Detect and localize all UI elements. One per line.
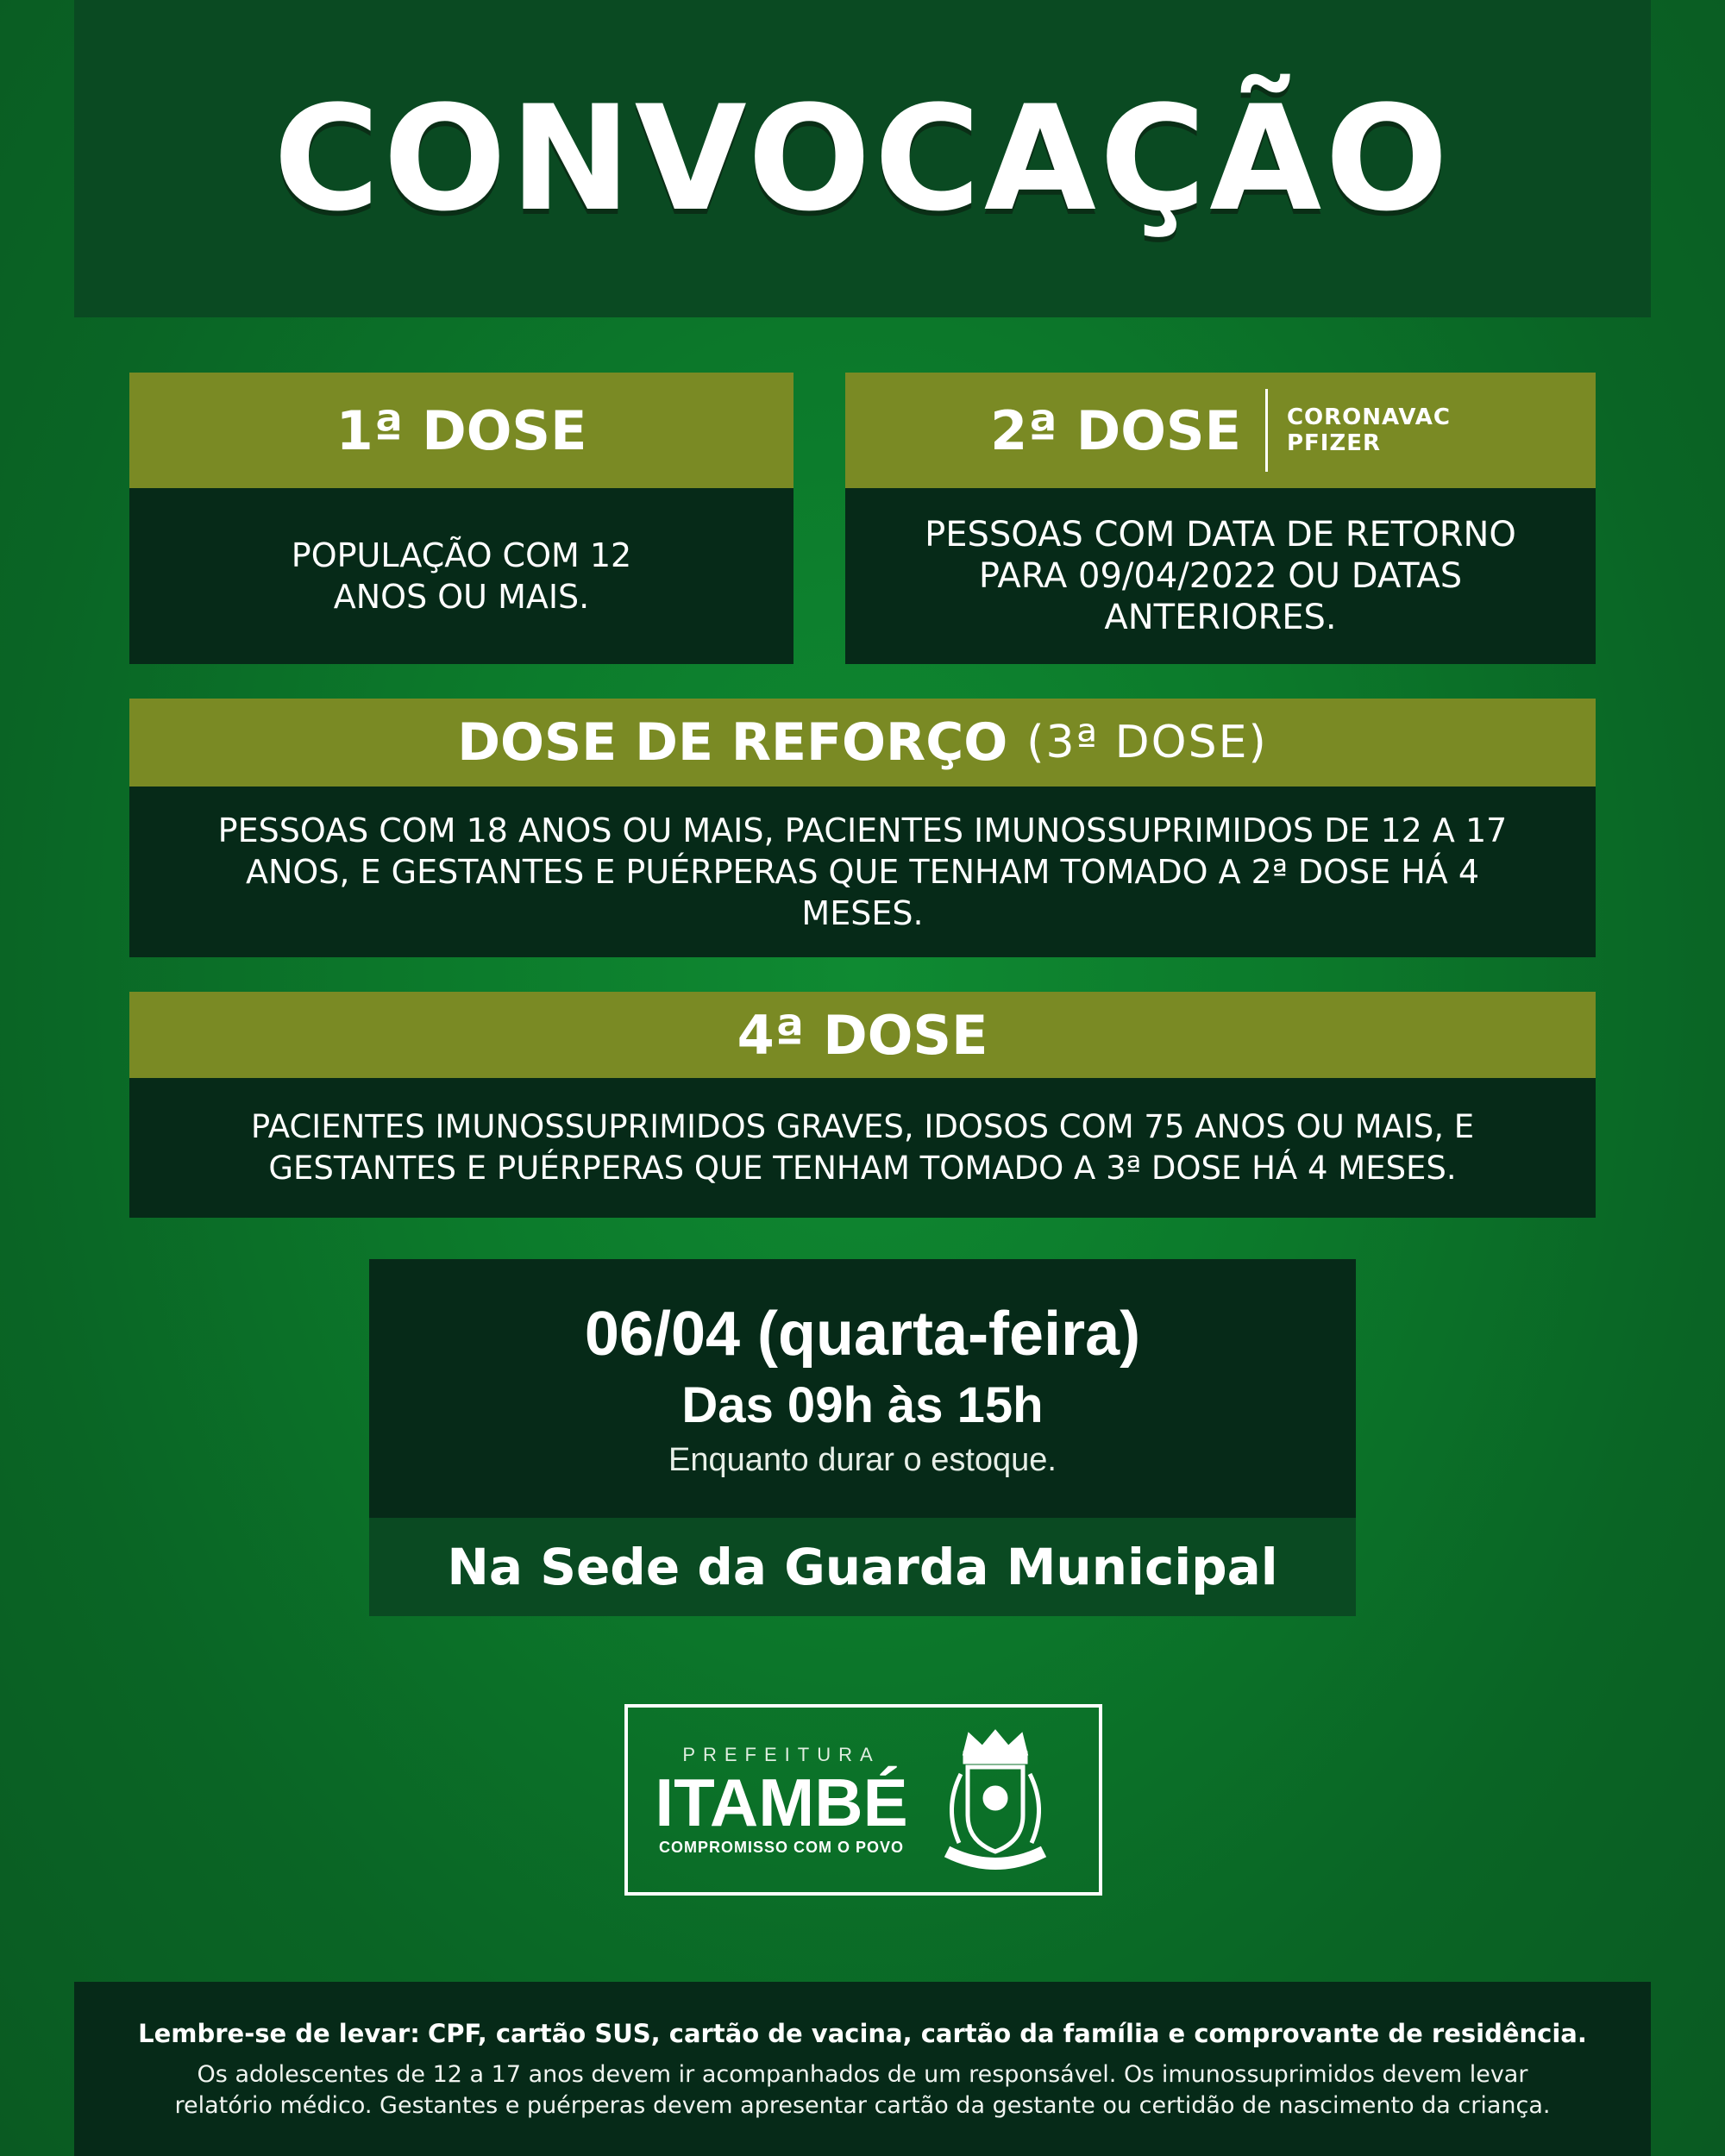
- second-dose-text: PESSOAS COM DATA DE RETORNO PARA 09/04/2022 OU DATAS ANTERIORES.: [925, 515, 1516, 637]
- footer-bring-items: CPF, cartão SUS, cartão de vacina, cartão da família e comprovante de residência.: [428, 2019, 1587, 2048]
- footer-bring-line: [138, 2016, 1587, 2051]
- coat-of-arms-icon: [918, 1722, 1073, 1877]
- vaccine-coronavac: CORONAVAC: [1286, 404, 1451, 430]
- first-dose-heading: 1ª DOSE: [336, 398, 587, 462]
- second-dose-body: [845, 488, 1596, 664]
- booster-text: PESSOAS COM 18 ANOS OU MAIS, PACIENTES IMUNOSSUPRIMIDOS DE 12 A 17 ANOS, E GESTANTES E PUÉRPERAS QUE TENHAM TOMADO A 2ª DOSE HÁ 4 MESES.: [217, 812, 1508, 932]
- schedule-box: [369, 1259, 1356, 1518]
- logo-text-block: [652, 1744, 911, 1857]
- footer-box: [74, 1982, 1651, 2156]
- vaccine-list: [1265, 389, 1451, 472]
- fourth-dose-heading: 4ª DOSE: [737, 1003, 988, 1067]
- first-dose-header: [129, 373, 794, 488]
- vaccine-pfizer: PFIZER: [1286, 430, 1382, 456]
- first-dose-text: POPULAÇÃO COM 12 ANOS OU MAIS.: [291, 536, 632, 616]
- booster-body: [129, 787, 1596, 957]
- prefeitura-logo: [624, 1704, 1102, 1896]
- page-title: CONVOCAÇÃO: [273, 74, 1452, 243]
- logo-prefix: PREFEITURA: [682, 1743, 881, 1765]
- schedule-hours: Das 09h às 15h: [681, 1377, 1044, 1433]
- booster-header: [129, 699, 1596, 787]
- location-box: [369, 1518, 1356, 1616]
- booster-heading: DOSE DE REFORÇO: [457, 712, 1008, 773]
- logo-slogan: COMPROMISSO COM O POVO: [658, 1838, 905, 1856]
- footer-bring-label: Lembre-se de levar:: [138, 2019, 420, 2048]
- first-dose-body: [129, 488, 794, 664]
- second-dose-header: [845, 373, 1596, 488]
- fourth-dose-body: [129, 1078, 1596, 1218]
- second-dose-heading: 2ª DOSE: [990, 398, 1241, 462]
- logo-name: ITAMBÉ: [655, 1764, 908, 1840]
- schedule-date: 06/04 (quarta-feira): [584, 1300, 1141, 1369]
- schedule-note: Enquanto durar o estoque.: [668, 1442, 1057, 1478]
- location-text: Na Sede da Guarda Municipal: [447, 1538, 1278, 1596]
- fourth-dose-text: PACIENTES IMUNOSSUPRIMIDOS GRAVES, IDOSOS COM 75 ANOS OU MAIS, E GESTANTES E PUÉRPERAS QUE TENHAM TOMADO A 3ª DOSE HÁ 4 MESES.: [250, 1108, 1475, 1187]
- booster-heading-note: (3ª DOSE): [1026, 717, 1268, 768]
- fourth-dose-header: [129, 992, 1596, 1078]
- footer-notes: Os adolescentes de 12 a 17 anos devem ir acompanhados de um responsável. Os imunossuprimidos devem levar relatório médico. Gestantes e puérperas devem apresentar cartão da gestante ou certidão de nascimento da criança.: [174, 2061, 1551, 2119]
- title-banner: [74, 0, 1651, 317]
